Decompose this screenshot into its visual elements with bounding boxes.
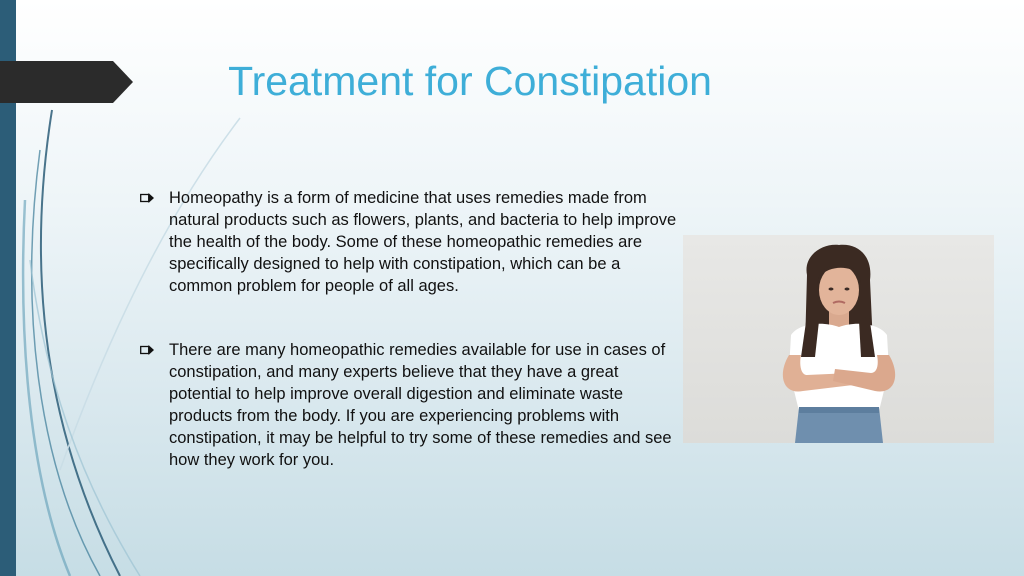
title-arrow-tab [0,61,133,103]
bullet-item [138,339,683,471]
woman-stomach-pain-photo [683,235,994,443]
bullet-text: Homeopathy is a form of medicine that uses remedies made from natural products such as flowers, plants, and bacteria to help improve the health of the body. Some of these homeopathic remedies are specifically designed to help with constipation, which can be a common problem for people of all ages. [169,189,677,295]
bullet-arrow-icon [140,193,154,203]
slide-title: Treatment for Constipation [228,58,712,104]
bullet-item [138,187,683,297]
bullet-list [138,187,683,513]
bullet-arrow-icon [140,345,154,355]
bullet-text: There are many homeopathic remedies available for use in cases of constipation, and many experts believe that they have a great potential to help improve overall digestion and eliminate waste products from the body. If you are experiencing problems with constipation, it may be helpful to try some of these remedies and see how they work for you. [169,341,672,469]
